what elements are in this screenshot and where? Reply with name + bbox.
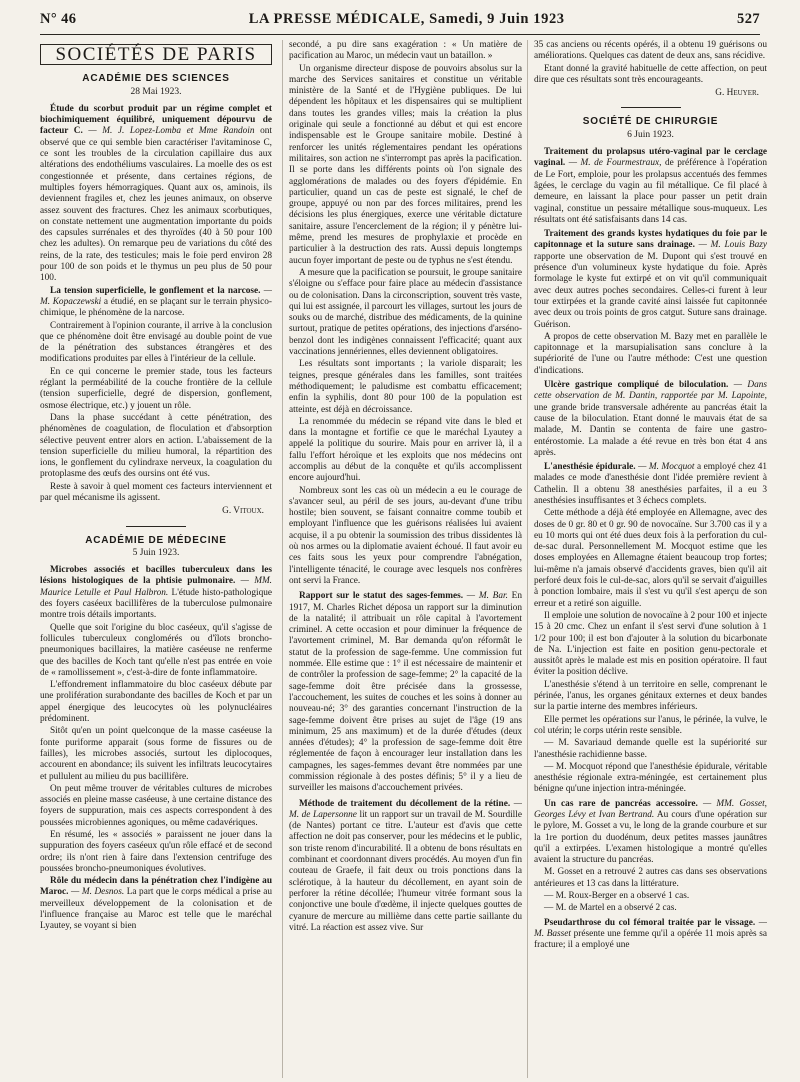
article-authors: — Dans cette observation de M. Dantin, rapportée par M. Lapointe,: [534, 380, 767, 402]
article-tension: [40, 286, 272, 320]
article-body: ont observé que ce qui semble bien caractériser l'avitaminose C, ce sont les troubles de la circulation capillaire dus aux altérations des endothéliums vasculaires. La moelle des os est congestionnée et présente, dans certaines régions, de multiples foyers hémorragiques. Quant aux os, aminois, ils deviennent fragiles et, chez les jeunes animaux, on observe assez souvent des fractures. Chez les animaux scorbutiques, on constate nettement une augmentation importante du poids des capsules surrénales et des thyroïdes (40 à 50 pour 100 chez les adultes). On remarque peu de variations du côté des reins, de la rate, des testicules; mais le foie perd environ 28 pour 100 de son poids et le thymus un peu plus de 50 pour 100.: [40, 126, 272, 284]
article-title: Rôle du médecin dans la pénétration chez l'indigène au Maroc.: [40, 876, 272, 898]
page-header: [40, 4, 760, 35]
article-body: lit un rapport sur un travail de M. Sourdille (de Nantes) portant ce titre. L'auteur est d'avis que cette affection ne doit pas conserver, pour les médecins et le public, son triste renom d'incurabilité. Il a obtenu de bons résultats en combinant et coordonnant divers procédés. Au moyen d'un fin couteau de Graefe, il fait deux ou trois ponctions dans la sclérotique, à la hauteur du décollement, en ayant soin de perforer la rétine décollée; l'humeur vitrée formant sous la conjonctive une boule d'œdème, il injecte quelques gouttes de cyanure de mercure au millième dans cette partie saillante du vitré. La réaction est assez vive. Sur: [289, 809, 522, 933]
article-title: Traitement du prolapsus utéro-vaginal par le cerclage vaginal.: [534, 147, 767, 169]
article-title: Traitement des grands kystes hydatiques du foie par le capitonnage et la suture sans drainage.: [534, 229, 767, 251]
paragraph: On peut même trouver de véritables cultures de microbes associés en pleine masse caséeuse, à une certaine distance des foyers de suppuration, mais ces aspects correspondent à des poussées microbiennes agoniques, ou même cadavériques.: [40, 783, 272, 828]
article-scorbut: [40, 104, 272, 285]
paragraph: — M. de Martel en a observé 2 cas.: [544, 903, 677, 914]
article-authors: — MM. Gosset, Georges Lévy et Ivan Bertrand.: [534, 798, 767, 820]
article-body: une grande bride transversale adhérente au pancréas était la cause de la biloculation. Etant donné le mauvais état de sa malade, M. Dantin se contenta de faire une gastro-entérostomie. La malade a été revue en très bon état 4 ans après.: [534, 402, 767, 458]
article-authors: — M. Kopaczewski: [40, 285, 272, 307]
paragraph: A propos de cette observation M. Bazy met en parallèle le capitonnage et la marsupialisation sans conclure à la supériorité de l'une ou l'autre méthode: C'est une question d'indications.: [534, 331, 767, 376]
article-title: La tension superficielle, le gonflement et la narcose.: [50, 285, 261, 296]
article-title: Pseudarthrose du col fémoral traitée par le vissage.: [544, 917, 756, 928]
article-ulcere: [534, 380, 767, 459]
divider: [126, 526, 186, 527]
column-2: [282, 40, 522, 1078]
article-sages-femmes: [289, 591, 522, 794]
paragraph: L'anesthésie s'étend à un territoire en selle, comprenant le périnée, l'anus, les organes génitaux externes et deux bandes sur la partie interne des membres inférieurs.: [534, 679, 767, 713]
article-pseudarthrose: [534, 918, 767, 952]
paragraph: Il emploie une solution de novocaïne à 2 pour 100 et injecte 15 à 20 cmc. Chez un enfant il s'est servi d'une solution à 1 1/2 pour 100; il est bon d'ajouter à la solution du bicarbonate de Na. L'injection est faite en position genu-pectorale et aussitôt après le malade est mis en position opératoire. Il faut éviter la position déclive.: [534, 610, 767, 678]
article-title: Microbes associés et bacilles tuberculeux dans les lésions histologiques de la phtisie pulmonaire.: [40, 565, 272, 587]
article-authors: — M. Louis Bazy: [698, 240, 767, 251]
article-title: Rapport sur le statut des sages-femmes.: [299, 591, 464, 602]
article-body: rapporte une observation de M. Dupont qui s'est trouvé en présence d'un volumineux kyste hydatique du foie. Après formolage le kyste fut extirpé et on vit qu'il communiquait avec deux autres poches secondaires. Celles-ci furent à leur tour extirpées et la grande cavité ainsi laissée fut capitonnée avec deux ou trois points de gros catgut. Suture sans drainage. Guérison.: [534, 251, 767, 330]
article-maroc: [40, 876, 272, 932]
article-body: a étudié, en se plaçant sur le terrain physico-chimique, le phénomène de la narcose.: [40, 296, 272, 319]
paragraph: Elle permet les opérations sur l'anus, le périnée, la vulve, le col utérin; le corps utérin reste sensible.: [534, 714, 767, 736]
column-1: [40, 40, 272, 1078]
paragraph: — M. Mocquot répond que l'anesthésie épidurale, véritable anesthésie régionale extra-méningée, est certainement plus bénigne qu'une injection intra-méningée.: [534, 761, 767, 795]
article-title: L'anesthésie épidurale.: [544, 462, 636, 473]
article-authors: — M. de Fourmestraux,: [568, 158, 662, 169]
article-columns: [40, 40, 767, 1078]
article-title: Ulcère gastrique compliqué de biloculation.: [544, 380, 729, 391]
session-date: 5 Juin 1923.: [132, 547, 180, 558]
article-title: Étude du scorbut produit par un régime complet et biochimiquement équilibré, uniquement dépourvu de facteur C.: [40, 103, 272, 137]
paragraph: Cette méthode a déjà été employée en Allemagne, avec des doses de 0 gr. 80 et 0 gr. 90 de novocaïne. Sur 3.700 cas il y a eu 10 morts qui ont été dues deux fois à la perforation du cul-de-sac dural. Personnellement M. Mocquot estime que les doses employées en Allemagne étaient beaucoup trop fortes; lui-même n'a jamais observé d'accidents graves, bien qu'il ait perforé deux fois le cul-de-sac, alors qu'il se servait d'aiguilles à ponction lombaire, mais il s'est vu qu'il s'est aperçu de son erreur et a retiré son aiguille.: [534, 508, 767, 609]
article-authors: — M. J. Lopez-Lomba et Mme Randoin: [88, 126, 255, 137]
paragraph: — M. Roux-Berger en a observé 1 cas.: [544, 891, 690, 902]
section-banner: SOCIÉTÉS DE PARIS: [40, 44, 272, 65]
paragraph: Les résultats sont importants ; la variole disparait; les teignes, presque générales dans les familles, sont traitées méthodiquement; le paludisme est combattu efficacement; enfin la syphilis, dont 80 pour 100 de la population est atteinte, est déjà en décroissance.: [289, 359, 522, 415]
article-authors: — M. Desnos.: [71, 887, 125, 898]
article-body: présente une femme qu'il a opérée 11 mois après sa fracture; il a employé une: [534, 928, 767, 951]
paragraph: — M. Savariaud demande quelle est la supériorité sur l'anesthésie rachidienne basse.: [534, 738, 767, 760]
paragraph: Un organisme directeur dispose de pouvoirs absolus sur la marche des Services sanitaires et constitue un véritable ministère de la Santé et de l'Hygiène publiques. De lui dépendent les hôpitaux et les dispensaires qui se multiplient dans toutes les grandes villes; mais la création la plus originale qui seule a fonctionné au début et qui est encore indispensable est le Groupe sanitaire mobile. Destiné à renforcer les unités réglementaires pendant les opérations militaires, son action ne s'interrompt pas après la pacification. Il se porte dans les différents points où l'on signale des agglomérations de malades ou des foyers d'épidémie. En particulier, quand un cas de peste est signalé, le chef de groupe, appuyé ou non par des forces militaires, prend les décisions les plus énergiques, exerce une véritable dictature sanitaire, assure l'encerclement de la région; il y pénètre lui-même, prend les mesures de prophylaxie et procède en particulier à la destruction des rats. Aussi depuis longtemps aucun foyer important de peste ou de typhus ne s'est étendu.: [289, 63, 522, 266]
article-body: L'étude histo-pathologique des foyers caséeux bacillifères de la tuberculose pulmonaire montre trois détails importants.: [40, 587, 272, 621]
paragraph: A mesure que la pacification se poursuit, le groupe sanitaire s'éloigne ou s'efface pour faire place au médecin d'assistance ou de colonisation. Dans la circonscription, souvent très vaste, qui lui est assignée, il parcourt les villages, surtout les jours de souks ou de marché, distribue des médicaments, de la quinine surtout, pratique de petites opérations, des injections d'arséno-benzol dont les indigènes connaissent l'efficacité; quant aux vaccinations jennériennes, elles deviennent obligatoires.: [289, 267, 522, 358]
article-authors: — M. Basset: [534, 917, 767, 939]
article-authors: — M. Mocquot: [638, 462, 695, 473]
article-retine: [289, 799, 522, 935]
society-title-medecine: ACADÉMIE DE MÉDECINE: [85, 534, 227, 546]
article-authors: — M. de Lapersonne: [289, 798, 522, 820]
article-body: La part que le corps médical a prise au merveilleux développement de la colonisation et de l'influence française au Maroc est telle que le maréchal Lyautey, se voyant si bien: [40, 887, 272, 932]
article-authors: — M. Bar.: [466, 591, 508, 602]
signature: G. Heuyer.: [715, 88, 759, 99]
issue-number: N° 46: [40, 10, 77, 27]
session-date: 28 Mai 1923.: [130, 86, 182, 97]
paragraph: Quelle que soit l'origine du bloc caséeux, qu'il s'agisse de follicules tuberculeux conglomérés ou d'îlots broncho-pneumoniques bacillaires, la matière caséeuse ne renferme que des bacilles de Koch tant qu'elle n'est pas entrée en voie de « ramollissement », c'est-à-dire de fonte inflammatoire.: [40, 622, 272, 678]
paragraph: La renommée du médecin se répand vite dans le bled et dans la montagne et fortifie ce que le maréchal Lyautey a appelé la politique du sourire. Mais pour en arriver là, il a fallu l'effort héroïque et les exploits que nos médecins ont accomplis au début de la conquête et qu'ils accomplissent encore aujourd'hui.: [289, 416, 522, 484]
session-date: 6 Juin 1923.: [627, 129, 674, 140]
article-title: Méthode de traitement du décollement de la rétine.: [299, 798, 511, 809]
article-body: Au cours d'une opération sur le pylore, M. Gosset a vu, le long de la grande courbure et sur la 1re portion du duodénum, deux petites masses jaunâtres qu'il a extirpées. L'examen histologique a montré qu'elles avaient la structure du pancréas.: [534, 810, 767, 866]
paragraph: L'effondrement inflammatoire du bloc caséeux débute par une prolifération surabondante des bacilles de Koch et par un appel énergique des leucocytes où les polynucléaires prédominent.: [40, 680, 272, 725]
paragraph: secondé, a pu dire sans exagération : « Un matière de pacification au Maroc, un médecin vaut un bataillon. »: [289, 40, 522, 62]
paragraph: Contrairement à l'opinion courante, il arrive à la conclusion que ce phénomène doit être envisagé au double point de vue de la pénétration des substances étrangères et des modifications produites par elles à l'intérieur de la cellule.: [40, 320, 272, 365]
paragraph: Reste à savoir à quel moment ces facteurs interviennent et par quel mécanisme ils agissent.: [40, 481, 272, 503]
article-body: a employé chez 41 malades ce mode d'anesthésie dont l'idée première revient à Cathelin. Il a obtenu 38 anesthésies parfaites, il a eu 3 anesthésies insuffisantes et 3 échecs complets.: [534, 462, 767, 506]
article-microbes: [40, 565, 272, 621]
signature: G. Vitoux.: [222, 506, 264, 517]
article-pancreas: [534, 799, 767, 867]
article-kystes: [534, 229, 767, 331]
society-title-sciences: ACADÉMIE DES SCIENCES: [82, 73, 230, 85]
journal-title: LA PRESSE MÉDICALE, Samedi, 9 Juin 1923: [248, 10, 565, 27]
paragraph: Etant donné la gravité habituelle de cette affection, on peut dire que ces résultats sont très encourageants.: [534, 63, 767, 85]
paragraph: Dans la phase succédant à cette pénétration, des phénomènes de coagulation, de floculation et d'absorption sélective peuvent entrer alors en action. L'abaissement de la tension superficielle du milieu humoral, la répartition des ions, le gonflement du cylindraxe nerveux, la coagulation du protoplasme des œufs des oursins ont été vus.: [40, 412, 272, 480]
article-authors: — MM. Maurice Letulle et Paul Halbron.: [40, 576, 272, 598]
paragraph: Nombreux sont les cas où un médecin a eu le courage de s'avancer seul, au péril de ses jours, au-devant d'une tribu hostile; bien souvent, se faisant connaitre comme toubib et employant l'influence que les guérisons réalisées lui avaient acquise, il a pu obtenir la soumission des tribus dissidentes là où nos armes ou la diplomatie avaient échoué. Il faut avoir eu ces faits sous les yeux pour comprendre l'abnégation, l'intelligente ténacité, le courage avec lesquels nos confrères ont servi la France.: [289, 485, 522, 586]
article-anesthesie: [534, 462, 767, 507]
article-prolapsus: [534, 147, 767, 226]
article-title: Un cas rare de pancréas accessoire.: [544, 798, 698, 809]
paragraph: M. Gosset en a retrouvé 2 autres cas dans ses observations antérieures et 13 cas dans la littérature.: [534, 867, 767, 889]
paragraph: Sitôt qu'en un point quelconque de la masse caséeuse la fonte puriforme apparait (sous forme de fissures ou de failles), les microbes associés, surtout les diplocoques, accourent en abondance; ils suivent les infiltrats leucocytaires et pullulent au milieu du pus bacillifère.: [40, 726, 272, 782]
divider: [621, 107, 681, 108]
page-number: 527: [737, 10, 760, 27]
paragraph: En résumé, les « associés » paraissent ne jouer dans la suppuration des foyers caséeux qu'un rôle effacé et de second ordre; ils n'ont rien à faire dans l'extension centrifuge des poussées broncho-pneumoniques évolutives.: [40, 830, 272, 874]
column-3: [527, 40, 767, 1078]
paragraph: En ce qui concerne le premier stade, tous les facteurs réglant la perméabilité de la couche frontière de la cellule (tension superficielle, degré de dispersion, gonflement, osmose électrique, etc.) y jouent un rôle.: [40, 366, 272, 411]
article-body: de préférence à l'opération de Le Fort, emploie, pour les prolapsus accentués des femmes âgées, le cerclage du vagin au fil métallique. Ce fil placé à demeure, en laissant la place pour passer un petit drain vaginal, constitue un pessaire métallique sous-muqueux. Les résultats ont été satisfaisants dans 14 cas.: [534, 158, 767, 225]
article-body: En 1917, M. Charles Richet déposa un rapport sur la diminution de la natalité; il attribuait un rôle capital à l'avortement criminel. A cette occasion et pour diminuer la fréquence de l'avortement criminel, M. Bar demanda qu'on réformât le statut de la profession de sage-femme. Une commission fut nommée. Elle estime que : 1° il est nécessaire de maintenir et de contrôler la profession de sage-femme; 2° la capacité de la sage-femme doit être précisée dans la grossesse, l'accouchement, les suites de couches et les soins à donner au nouveau-né; 3° des garanties concernant l'instruction de la sage-femme doivent être prises au sujet de l'âge (19 ans minimum, 25 ans maximum) et de la durée d'études (deux années d'études); 4° la profession de sage-femme doit être réglementée de façon à encourager leur installation dans les campagnes, les sages-femmes devant être nommées par une commission régionale à des postes définis; 5° il y a lieu de surveiller les maisons d'accouchement privées.: [289, 591, 522, 794]
paragraph: 35 cas anciens ou récents opérés, il a obtenu 19 guérisons ou améliorations. Quelques cas datent de deux ans, sans récidive.: [534, 40, 767, 62]
society-title-chirurgie: SOCIÉTÉ DE CHIRURGIE: [582, 116, 719, 128]
